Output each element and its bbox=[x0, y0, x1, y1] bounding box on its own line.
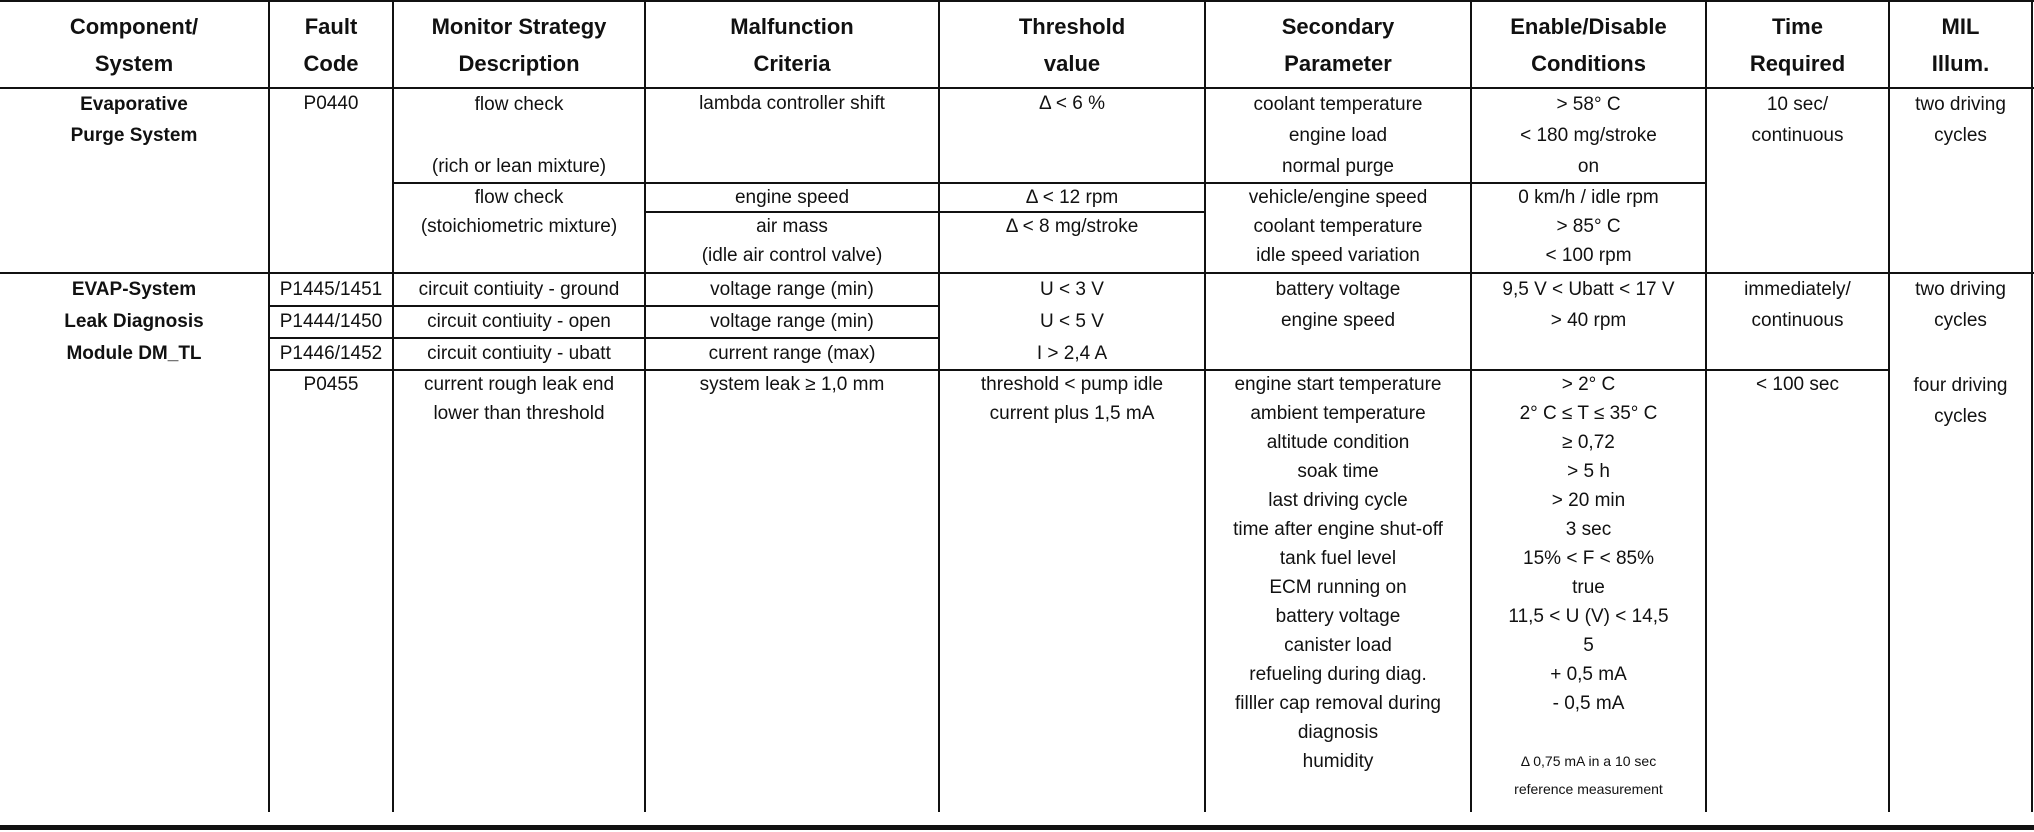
page-bottom-rule bbox=[0, 825, 2034, 830]
leak-p0455-code: P0455 bbox=[303, 374, 359, 395]
leak-p0455-mil: four driving cycles bbox=[1913, 375, 2008, 427]
leak-p0455-threshold: threshold < pump idle current plus 1,5 mA bbox=[980, 374, 1164, 424]
leak-circuit2-monitor: circuit contiuity - open bbox=[427, 311, 611, 332]
leak-circuit-secondary: battery voltage engine speed bbox=[1275, 279, 1401, 331]
purge-component: Evaporative Purge System bbox=[70, 94, 198, 146]
header-component: Component/ System bbox=[69, 14, 199, 76]
leak-circuit2-code: P1444/1450 bbox=[279, 311, 383, 332]
header-monitor-strategy: Monitor Strategy Description bbox=[431, 14, 607, 76]
purge-mil: two driving cycles bbox=[1915, 94, 2006, 146]
header-malfunction: Malfunction Criteria bbox=[730, 14, 854, 76]
header-secondary: Secondary Parameter bbox=[1281, 14, 1395, 76]
purge-row2-enable: 0 km/h / idle rpm > 85° C < 100 rpm bbox=[1518, 187, 1659, 266]
leak-circuit1-monitor: circuit contiuity - ground bbox=[418, 279, 620, 300]
purge-row2-threshold-airmass: Δ < 8 mg/stroke bbox=[1005, 216, 1139, 237]
purge-row2-malfunction-speed: engine speed bbox=[734, 187, 850, 208]
table-top-border bbox=[0, 0, 2034, 2]
leak-p0455-time: < 100 sec bbox=[1756, 374, 1839, 395]
leak-circuit1-threshold: U < 3 V bbox=[1040, 279, 1104, 300]
leak-circuit1-malfunction: voltage range (min) bbox=[710, 279, 874, 300]
leak-p0455-monitor: current rough leak end lower than threshold bbox=[423, 374, 615, 424]
leak-circuit3-threshold: I > 2,4 A bbox=[1036, 343, 1108, 364]
header-mil: MIL Illum. bbox=[1931, 14, 1990, 76]
leak-p0455-secondary: engine start temperature ambient temperature altitude condition soak time last driving cycle time after engine shut-off tank fuel level ECM running on battery voltage canister load refueling during diag. filller cap removal during diagnosis humidity bbox=[1233, 374, 1443, 772]
leak-p0455-malfunction: system leak ≥ 1,0 mm bbox=[699, 374, 885, 395]
purge-row1-threshold: Δ < 6 % bbox=[1038, 93, 1106, 114]
leak-circuit1-code: P1445/1451 bbox=[279, 279, 383, 300]
leak-humidity-note: Δ 0,75 mA in a 10 sec reference measurement bbox=[1514, 753, 1663, 797]
leak-circuit-enable: 9,5 V < Ubatt < 17 V > 40 rpm bbox=[1502, 279, 1675, 331]
leak-p0455-enable: > 2° C 2° C ≤ T ≤ 35° C ≥ 0,72 > 5 h > 20 min 3 sec 15% < F < 85% true 11,5 < U (V) < 14,5 5 + 0,5 mA - 0,5 mA Δ 0,75 mA in a 10 sec reference measurement bbox=[1472, 370, 1705, 803]
purge-row2-secondary: vehicle/engine speed coolant temperature idle speed variation bbox=[1248, 187, 1428, 266]
purge-row1-enable: > 58° C < 180 mg/stroke on bbox=[1520, 94, 1657, 177]
col-divider-fault bbox=[268, 0, 270, 812]
leak-circuit3-code: P1446/1452 bbox=[279, 343, 383, 364]
purge-row2-malfunction-airmass: air mass (idle air control valve) bbox=[701, 216, 883, 266]
leak-component: EVAP-System Leak Diagnosis Module DM_TL bbox=[64, 279, 204, 364]
header-enable: Enable/Disable Conditions bbox=[1510, 14, 1667, 76]
leak-circuit3-monitor: circuit contiuity - ubatt bbox=[427, 343, 611, 364]
purge-time: 10 sec/ continuous bbox=[1751, 94, 1844, 146]
leak-circuit2-malfunction: voltage range (min) bbox=[710, 311, 874, 332]
leak-circuit2-threshold: U < 5 V bbox=[1040, 311, 1104, 332]
purge-row2-threshold-speed: Δ < 12 rpm bbox=[1025, 187, 1119, 208]
leak-circuit3-malfunction: current range (max) bbox=[708, 343, 876, 364]
purge-row1-malfunction: lambda controller shift bbox=[699, 93, 885, 114]
header-threshold: Threshold value bbox=[1018, 14, 1126, 76]
col-divider-malfunction bbox=[644, 0, 646, 812]
col-right-border bbox=[2031, 0, 2033, 812]
purge-fault-code: P0440 bbox=[303, 93, 359, 114]
header-time: Time Required bbox=[1749, 14, 1846, 76]
purge-row1-monitor: flow check (rich or lean mixture) bbox=[431, 94, 607, 177]
leak-circuit-mil: two driving cycles bbox=[1915, 279, 2006, 331]
purge-row1-secondary: coolant temperature engine load normal purge bbox=[1253, 94, 1423, 177]
leak-circuit-time: immediately/ continuous bbox=[1744, 279, 1851, 331]
header-fault-code: Fault Code bbox=[303, 14, 359, 76]
purge-row2-monitor: flow check (stoichiometric mixture) bbox=[420, 187, 618, 237]
